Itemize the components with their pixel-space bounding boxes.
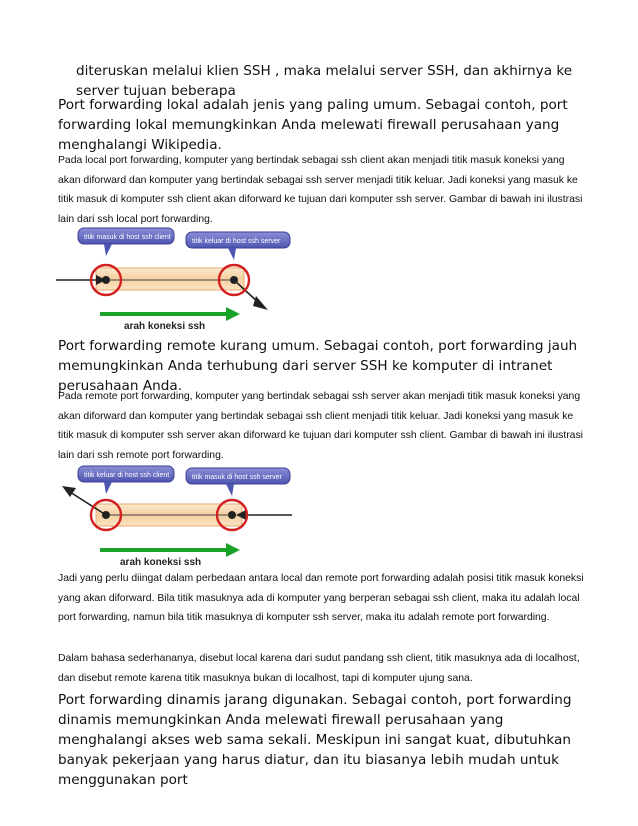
- paragraph-local-explanation: Pada local port forwarding, komputer yang bertindak sebagai ssh client akan menjadi titik masuk koneksi yang akan diforward dan komputer yang bertindak sebagai ssh server menjadi titik keluar. Jadi koneksi yang masuk ke titik masuk di komputer ssh client akan diforward ke tujuan dari komputer ssh server. Gambar di bawah ini ilustrasi lain dari ssh local port forwarding.: [58, 155, 583, 225]
- local-forwarding-diagram: [56, 222, 306, 334]
- local-forwarding-svg: [56, 222, 306, 334]
- outgoing-arrowhead: [253, 296, 268, 310]
- remote-forwarding-svg: [56, 462, 306, 570]
- paragraph-remote-forwarding: Port forwarding remote kurang umum. Sebagai contoh, port forwarding jauh memungkinkan Anda terhubung dari server SSH ke komputer di intranet perusahaan Anda.: [58, 338, 578, 394]
- entry-bubble-label: titik masuk di host ssh server: [192, 474, 282, 481]
- direction-arrowhead: [226, 307, 240, 321]
- exit-bubble-label: titik keluar di host ssh server: [192, 238, 281, 245]
- entry-bubble-tail: [226, 484, 234, 496]
- paragraph-simple-explanation: Dalam bahasa sederhananya, disebut local karena dari sudut pandang ssh client, titik masuknya ada di localhost, dan disebut remote karena titik masuknya bukan di localhost, tapi di komputer ujung sana.: [58, 653, 580, 684]
- direction-arrowhead: [226, 543, 240, 557]
- paragraph-dynamic-forwarding: Port forwarding dinamis jarang digunakan. Sebagai contoh, port forwarding dinamis memungkinkan Anda melewati firewall perusahaan yang menghalangi akses web sama sekali. Meskipun ini sangat kuat, dibutuhkan banyak pekerjaan yang harus diatur, dan itu biasanya lebih mudah untuk menggunakan port: [58, 692, 572, 788]
- entry-bubble-label: titik masuk di host ssh client: [84, 234, 171, 241]
- exit-bubble-tail: [228, 248, 236, 260]
- exit-point-dot: [230, 276, 238, 284]
- paragraph-intro-continued: diteruskan melalui klien SSH , maka melalui server SSH, dan akhirnya ke server tujuan beberapa: [76, 63, 573, 99]
- exit-point-dot: [102, 511, 110, 519]
- remote-forwarding-diagram: [56, 462, 306, 570]
- exit-bubble-tail: [104, 482, 112, 494]
- direction-label: arah koneksi ssh: [120, 557, 202, 568]
- entry-bubble-tail: [104, 244, 112, 256]
- entry-point-dot: [228, 511, 236, 519]
- entry-point-dot: [102, 276, 110, 284]
- paragraph-difference: Jadi yang perlu diingat dalam perbedaan antara local dan remote port forwarding adalah posisi titik masuk koneksi yang akan diforward. Bila titik masuknya ada di komputer yang berperan sebagai ssh client, maka itu adalah local port forwarding, namun bila titik masuknya di komputer ssh server, maka itu adalah remote port forwarding.: [58, 573, 584, 623]
- paragraph-remote-explanation: Pada remote port forwarding, komputer yang bertindak sebagai ssh server akan menjadi titik masuk koneksi yang akan diforward dan komputer yang bertindak sebagai ssh client menjadi titik keluar. Jadi koneksi yang masuk ke titik masuk di komputer ssh server akan diforward ke tujuan dari komputer ssh client. Gambar di bawah ini ilustrasi lain dari ssh remote port forwarding.: [58, 391, 583, 461]
- exit-bubble-label: titik keluar di host ssh client: [84, 472, 170, 479]
- direction-label: arah koneksi ssh: [124, 321, 206, 332]
- paragraph-local-forwarding: Port forwarding lokal adalah jenis yang paling umum. Sebagai contoh, port forwarding lokal memungkinkan Anda melewati firewall perusahaan yang menghalangi Wikipedia.: [58, 97, 568, 153]
